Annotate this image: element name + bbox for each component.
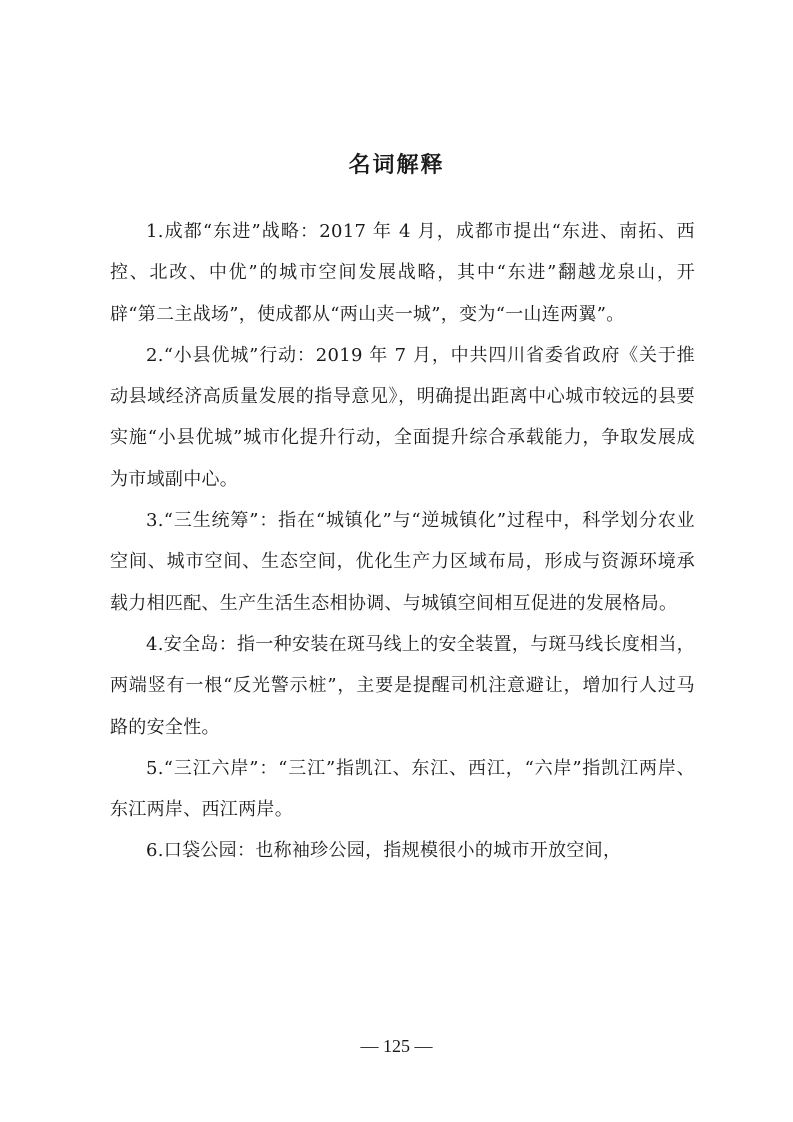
- paragraph-5: 5.“三江六岸”：“三江”指凯江、东江、西江，“六岸”指凯江两岸、东江两岸、西江两岸。: [110, 757, 695, 821]
- paragraph-6: 6.口袋公园：也称袖珍公园，指规模很小的城市开放空间，: [146, 840, 622, 862]
- page-title: 名词解释: [348, 153, 445, 178]
- paragraph-2: 2.“小县优城”行动：2019 年 7 月，中共四川省委省政府《关于推动县域经济高质量发展的指导意见》，明确提出距离中心城市较远的县要实施“小县优城”城市化提升行动，全面提升综合承载能力，争取发展成为市域副中心。: [110, 344, 695, 490]
- paragraph-4: 4.安全岛：指一种安装在斑马线上的安全装置，与斑马线长度相当，两端竖有一根“反光警示桩”，主要是提醒司机注意避让，增加行人过马路的安全性。: [110, 633, 695, 738]
- paragraph-1: 1.成都“东进”战略：2017 年 4 月，成都市提出“东进、南拓、西控、北改、中优”的城市空间发展战略，其中“东进”翻越龙泉山，开辟“第二主战场”，使成都从“两山夹一城”，变为“一山连两翼”。: [110, 221, 695, 325]
- paragraph-3: 3.“三生统筹”：指在“城镇化”与“逆城镇化”过程中，科学划分农业空间、城市空间、生态空间，优化生产力区域布局，形成与资源环境承载力相匹配、生产生活生态相协调、与城镇空间相互促进的发展格局。: [110, 510, 695, 614]
- page-number: — 125 —: [360, 1036, 433, 1056]
- document-body: [110, 211, 695, 872]
